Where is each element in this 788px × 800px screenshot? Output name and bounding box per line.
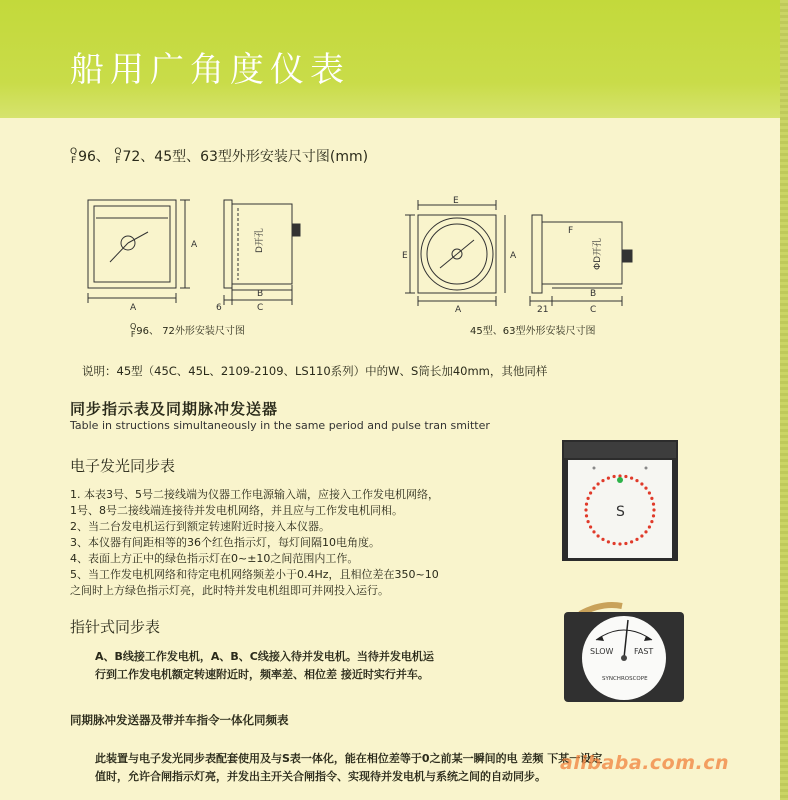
led-dot xyxy=(601,479,604,482)
pulse-section-title: 同期脉冲发送器及带并车指令一体化同频表 xyxy=(70,713,289,727)
led-dot xyxy=(607,540,610,543)
led-dot xyxy=(630,477,633,480)
label-e-1: E xyxy=(453,196,459,206)
square-meter-front-view xyxy=(88,200,190,303)
led-item-1a: 1. 本表3号、5号二接线端为仪器工作电源输入端，应接入工作发电机网络， xyxy=(70,488,439,501)
label-a-3: A xyxy=(510,251,517,261)
label-6: 6 xyxy=(216,303,222,313)
title-subscript: Q F xyxy=(70,147,78,166)
led-dot xyxy=(630,540,633,543)
led-dot xyxy=(652,514,655,517)
led-dot xyxy=(592,487,595,490)
led-dot xyxy=(587,520,590,523)
label-b-2: B xyxy=(590,289,597,299)
led-dot xyxy=(640,482,643,485)
led-synchroscope-photo xyxy=(560,438,680,563)
needle-synchroscope-photo xyxy=(562,600,686,704)
led-item-2: 2、当二台发电机运行到额定转速附近时接入本仪器。 xyxy=(70,520,330,533)
round-meter-side-view xyxy=(530,215,632,306)
fast-label: FAST xyxy=(634,647,654,656)
led-dot xyxy=(635,538,638,541)
needle-text-1: A、B线接工作发电机，A、B、C线接入待并发电机。当待并发电机运 xyxy=(95,650,434,663)
led-dot xyxy=(648,525,651,528)
led-dot xyxy=(618,542,621,545)
needle-text-2: 行到工作发电机额定转速附近时，频率差、相位差 接近时实行并车。 xyxy=(95,668,429,681)
sync-section-title-en: Table in structions simultaneously in the same period and pulse tran smitter xyxy=(70,419,490,432)
label-c-2: C xyxy=(590,305,597,315)
label-21: 21 xyxy=(537,305,549,315)
caption-subscript: Q F xyxy=(130,322,137,339)
led-dot xyxy=(597,534,600,537)
caption-right: 45型、63型外形安装尺寸图 xyxy=(470,326,596,337)
led-section-title: 电子发光同步表 xyxy=(70,457,176,475)
led-dot xyxy=(585,503,588,506)
note-text: 说明：45型（45C、45L、2109-2109、LS110系列）中的W、S筒长加40mm，其他同样 xyxy=(82,364,548,378)
label-c-1: C xyxy=(257,303,264,313)
led-item-4: 4、表面上方正中的绿色指示灯在0~±10之间范围内工作。 xyxy=(70,552,359,565)
led-dot xyxy=(648,491,651,494)
label-a-2: A xyxy=(130,303,137,313)
title-subscript-2: Q F xyxy=(114,147,122,166)
led-dot xyxy=(635,479,638,482)
label-a-4: A xyxy=(455,305,462,315)
pulse-text-2: 值时，允许合闸指示灯亮，并发出主开关合闸指令、实现待并发电机与系统之间的自动同步。 xyxy=(95,770,546,783)
led-dot xyxy=(607,477,610,480)
dimensions-title: Q F 96、 Q F 72、45型、63型外形安装尺寸图(mm) xyxy=(70,147,369,166)
led-dot xyxy=(584,508,587,511)
led-dot xyxy=(652,503,655,506)
label-e-2: E xyxy=(402,251,408,261)
slow-label: SLOW xyxy=(590,647,614,656)
led-dot xyxy=(644,487,647,490)
led-dot xyxy=(624,475,627,478)
label-f: F xyxy=(568,226,574,236)
alibaba-watermark: alibaba.com.cn xyxy=(560,752,730,774)
led-dot xyxy=(597,482,600,485)
led-dot xyxy=(592,530,595,533)
label-a-1: A xyxy=(191,240,198,250)
caption-left: Q F96、 72外形安装尺寸图 xyxy=(130,322,245,339)
led-dot xyxy=(613,542,616,545)
dial-letter-s: S xyxy=(616,504,625,520)
led-dot xyxy=(589,491,592,494)
led-dot xyxy=(650,520,653,523)
led-dot xyxy=(613,475,616,478)
led-dot xyxy=(589,525,592,528)
led-dot xyxy=(640,534,643,537)
led-dot xyxy=(650,497,653,500)
led-item-3: 3、本仪器有间距相等的36个红色指示灯，每灯间隔10电角度。 xyxy=(70,536,380,549)
led-dot xyxy=(624,542,627,545)
round-meter-front-view xyxy=(405,200,505,306)
label-phi-d-hole: ΦD开孔 xyxy=(593,237,603,270)
brand-label: SYNCHROSCOPE xyxy=(602,676,648,682)
led-dot xyxy=(644,530,647,533)
label-d-hole: D开孔 xyxy=(255,228,265,253)
led-item-5b: 之间时上方绿色指示灯亮，此时特并发电机组即可并网投入运行。 xyxy=(70,584,389,597)
led-item-1b: 1号、8号二接线端连接待并发电机网络，并且应与工作发电机同相。 xyxy=(70,504,403,517)
led-dot xyxy=(652,508,655,511)
led-dot xyxy=(601,538,604,541)
pulse-text-1: 此装置与电子发光同步表配套使用及与S表一体化，能在相位差等于0之前某一瞬间的电 差频 下某一设定 xyxy=(95,752,603,765)
page-title: 船用广角度仪表 xyxy=(70,50,350,90)
sync-section-title: 同步指示表及同期脉冲发送器 xyxy=(70,400,279,418)
led-dot xyxy=(587,497,590,500)
label-b-1: B xyxy=(257,289,264,299)
led-dot xyxy=(585,514,588,517)
led-item-5a: 5、当工作发电机网络和待定电机网络频差小于0.4Hz，且相位差在350~10 xyxy=(70,568,439,581)
needle-section-title: 指针式同步表 xyxy=(70,618,161,636)
